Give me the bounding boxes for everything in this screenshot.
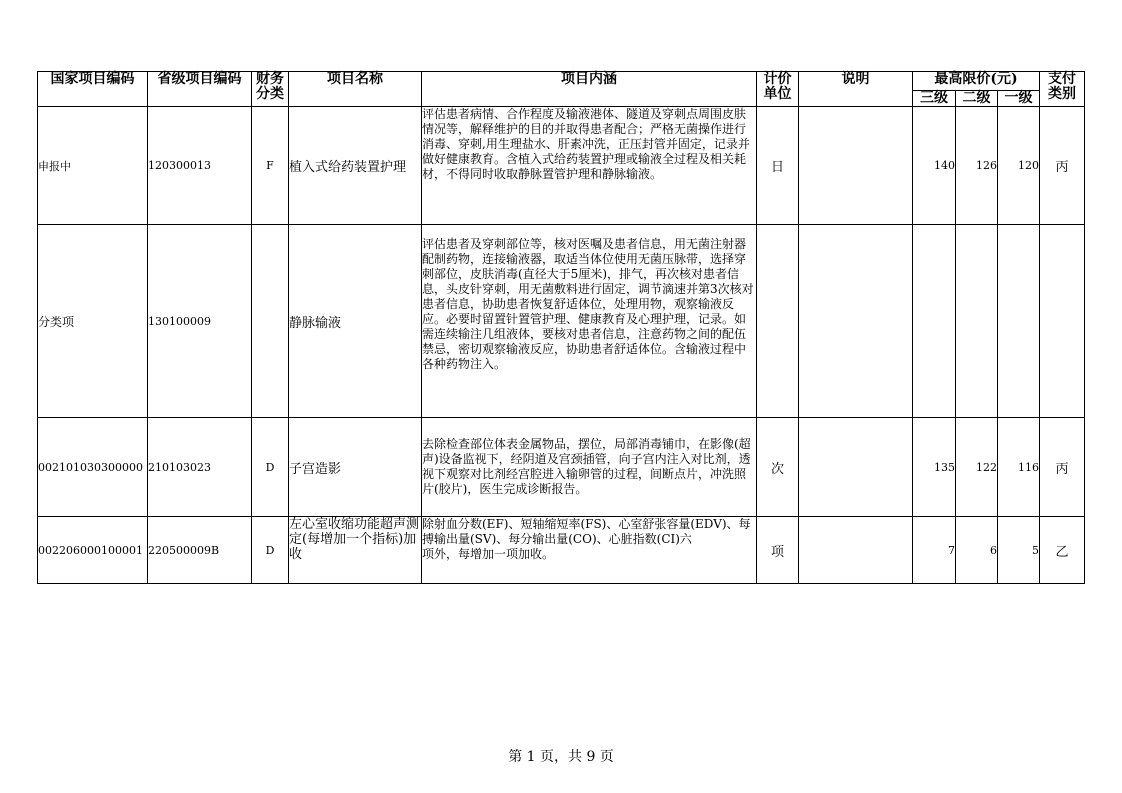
cell-price-level2: 126 [956,107,998,225]
cell-unit [757,225,799,418]
cell-payment-category: 丙 [1040,418,1085,517]
cell-national-code: 分类项 [38,225,148,418]
cell-item-content-line1: 除射血分数(EF)、短轴缩短率(FS)、心室舒张容量(EDV)、每搏输出量(SV)、每分输出量(CO)、心脏指数(CI)六 [422,517,751,546]
cell-provincial-code: 120300013 [148,107,252,225]
table-row [38,107,1085,225]
cell-description [799,517,913,584]
cell-item-content-line2: 项外，每增加一项加收。 [422,547,555,561]
cell-national-code: 002101030300000 [38,418,148,517]
cell-price-level3: 140 [913,107,956,225]
cell-description [799,418,913,517]
header-level2: 二级 [956,91,998,107]
cell-finance-category: D [252,418,289,517]
cell-national-code: 申报中 [38,107,148,225]
page-footer: 第 1 页，共 9 页 [508,749,614,765]
cell-finance-category [252,225,289,418]
cell-price-level1: 5 [998,517,1040,584]
table-row [38,517,1085,584]
cell-unit: 日 [757,107,799,225]
cell-payment-category: 乙 [1040,517,1085,584]
cell-unit: 次 [757,418,799,517]
cell-price-level1 [998,225,1040,418]
header-item-name: 项目名称 [289,72,422,107]
cell-national-code: 002206000100001 [38,517,148,584]
cell-payment-category [1040,225,1085,418]
cell-price-level1: 116 [998,418,1040,517]
cell-item-content: 评估患者病情、合作程度及输液港体、隧道及穿刺点周围皮肤情况等，解释维护的目的并取得患者配合；严格无菌操作进行消毒、穿刺,用生理盐水、肝素冲洗，正压封管并固定，记录并做好健康教育。含植入式给药装置护理或输液全过程及相关耗材，不得同时收取静脉置管护理和静脉输液。 [422,107,757,225]
header-payment-category-line1: 支付 [1048,71,1077,87]
cell-item-name: 静脉输液 [289,225,422,418]
header-payment-category-line2: 类别 [1048,86,1077,102]
cell-price-level2 [956,225,998,418]
header-level3: 三级 [913,91,956,107]
cell-price-level2: 122 [956,418,998,517]
cell-price-level1: 120 [998,107,1040,225]
table-row [38,418,1085,517]
header-national-code: 国家项目编码 [38,72,148,107]
header-finance-category [252,72,289,107]
cell-provincial-code: 130100009 [148,225,252,418]
cell-provincial-code: 220500009B [148,517,252,584]
header-item-content: 项目内涵 [422,72,757,107]
cell-description [799,107,913,225]
cell-item-name: 子宫造影 [289,418,422,517]
table-row [38,225,1085,418]
cell-provincial-code: 210103023 [148,418,252,517]
cell-payment-category: 丙 [1040,107,1085,225]
cell-description [799,225,913,418]
cell-item-content: 去除检查部位体表金属物品，摆位，局部消毒铺巾，在影像(超声)设备监视下，经阴道及宫颈插管，向子宫内注入对比剂，透视下观察对比剂经宫腔进入输卵管的过程，间断点片，冲洗照片(胶片)，医生完成诊断报告。 [422,418,757,517]
price-table [37,71,1085,584]
cell-finance-category: D [252,517,289,584]
header-description: 说明 [799,72,913,107]
cell-item-name: 左心室收缩功能超声测定(每增加一个指标)加收 [289,517,422,584]
cell-price-level3: 7 [913,517,956,584]
header-provincial-code: 省级项目编码 [148,72,252,107]
header-unit [757,72,799,107]
header-unit-line1: 计价 [763,71,792,87]
cell-item-content [422,517,757,584]
header-finance-category-line1: 财务 [256,71,284,87]
header-unit-line2: 单位 [763,86,792,102]
cell-item-name: 植入式给药装置护理 [289,107,422,225]
cell-item-content: 评估患者及穿刺部位等，核对医嘱及患者信息，用无菌注射器配制药物，连接输液器，取适当体位使用无菌压脉带，选择穿刺部位，皮肤消毒(直径大于5厘米)，排气，再次核对患者信息，头皮针穿刺，用无菌敷料进行固定，调节滴速并第3次核对患者信息，协助患者恢复舒适体位，处理用物，观察输液反应。必要时留置针置管护理、健康教育及心理护理，记录。如需连续输注几组液体，要核对患者信息，注意药物之间的配伍禁忌，密切观察输液反应，协助患者舒适体位。含输液过程中各种药物注入。 [422,225,757,418]
header-finance-category-line2: 分类 [256,86,284,102]
cell-unit: 项 [757,517,799,584]
cell-price-level2: 6 [956,517,998,584]
cell-price-level3: 135 [913,418,956,517]
header-payment-category [1040,72,1085,107]
header-max-price: 最高限价(元) [913,72,1040,91]
cell-finance-category: F [252,107,289,225]
header-level1: 一级 [998,91,1040,107]
cell-price-level3 [913,225,956,418]
